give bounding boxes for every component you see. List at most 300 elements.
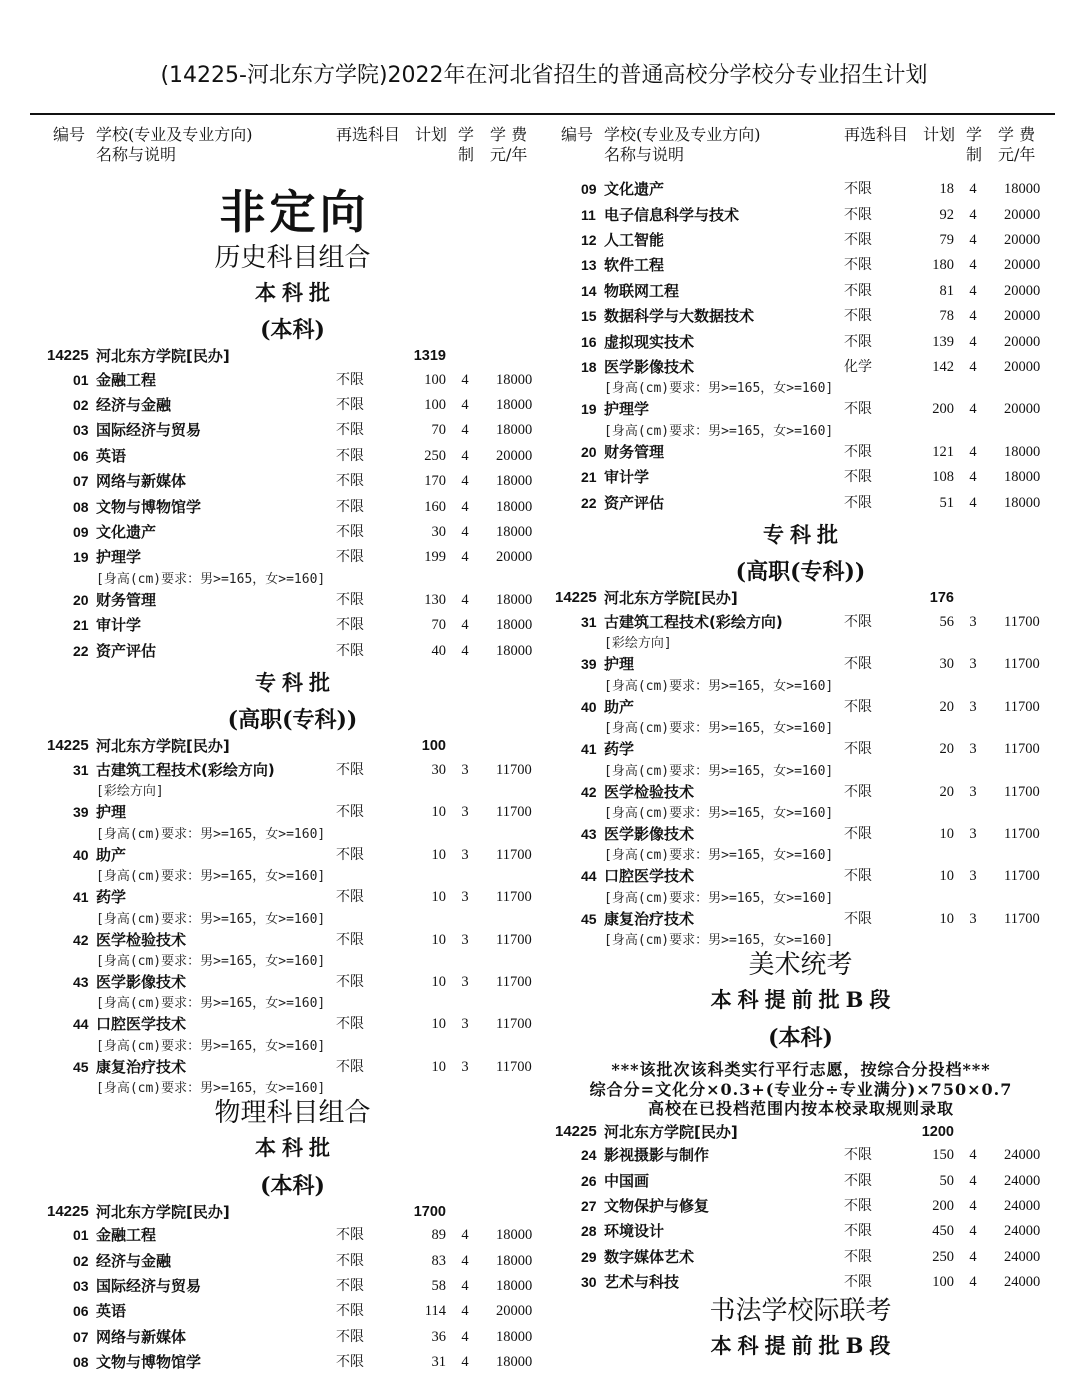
major-years: 4 (969, 1147, 977, 1164)
major-subject: 不限 (336, 1303, 364, 1320)
school-row (45, 1201, 540, 1224)
major-code: 11 (581, 206, 596, 223)
major-fee: 18000 (1004, 469, 1041, 486)
major-fee: 18000 (1004, 443, 1041, 460)
major-fee: 18000 (496, 473, 533, 490)
major-row (553, 1245, 1048, 1270)
major-years: 4 (461, 447, 469, 464)
major-years: 4 (461, 1252, 469, 1269)
major-fee: 18000 (496, 1328, 533, 1345)
major-subject: 不限 (336, 804, 364, 821)
major-name: 数据科学与大数据技术 (604, 307, 755, 326)
major-name: 药学 (604, 740, 635, 759)
major-name: 审计学 (604, 468, 650, 487)
major-plan: 10 (939, 826, 954, 843)
header-years-top: 学 (458, 125, 475, 144)
major-row (553, 780, 1048, 805)
major-code: 41 (581, 741, 597, 758)
major-years: 3 (969, 614, 977, 631)
category-heading: 非定向 (219, 184, 370, 239)
major-subject: 不限 (844, 1274, 872, 1291)
major-plan: 10 (939, 910, 954, 927)
major-fee: 24000 (1004, 1248, 1041, 1265)
level-heading: (本科) (260, 317, 325, 343)
major-plan: 70 (431, 422, 446, 439)
major-note: [身高(cm)要求：男>=165，女>=160] (604, 381, 834, 397)
major-fee: 20000 (496, 1303, 533, 1320)
major-years: 3 (969, 741, 977, 758)
major-name: 经济与金融 (96, 1251, 172, 1270)
major-name: 数字媒体艺术 (604, 1247, 695, 1266)
major-subject: 不限 (844, 910, 872, 927)
major-code: 39 (581, 656, 597, 673)
major-subject: 不限 (336, 889, 364, 906)
major-subject: 不限 (336, 617, 364, 634)
major-code: 21 (581, 469, 597, 486)
major-subject: 不限 (844, 1197, 872, 1214)
major-row (45, 928, 540, 953)
major-years: 4 (969, 1248, 977, 1265)
major-code: 06 (73, 447, 89, 464)
header-fee: 学 费 (998, 125, 1036, 144)
major-subject: 不限 (844, 868, 872, 885)
major-fee: 11700 (1004, 826, 1040, 843)
major-code: 02 (73, 1252, 89, 1269)
major-note: [身高(cm)要求：男>=165，女>=160] (604, 721, 834, 737)
major-code: 22 (73, 642, 89, 659)
major-fee: 11700 (496, 889, 532, 906)
major-row (553, 1143, 1048, 1168)
major-plan: 108 (932, 469, 954, 486)
major-years: 4 (461, 1303, 469, 1320)
major-code: 01 (73, 1227, 89, 1244)
major-years: 3 (969, 698, 977, 715)
notice-line: 综合分=文化分×0.3+(专业分÷专业满分)×750×0.7 (589, 1079, 1013, 1099)
school-plan: 1200 (921, 1123, 954, 1140)
major-years: 4 (461, 371, 469, 388)
major-fee: 11700 (1004, 614, 1040, 631)
major-plan: 250 (424, 447, 446, 464)
major-row (553, 1194, 1048, 1219)
major-years: 4 (969, 232, 977, 249)
major-row (45, 843, 540, 868)
major-fee: 18000 (496, 1227, 533, 1244)
major-row (45, 639, 540, 664)
major-plan: 50 (939, 1172, 954, 1189)
major-row (45, 758, 540, 783)
major-code: 28 (581, 1223, 597, 1240)
major-code: 01 (73, 371, 89, 388)
major-name: 医学检验技术 (96, 930, 187, 949)
major-code: 19 (73, 549, 89, 566)
major-fee: 20000 (1004, 282, 1041, 299)
major-code: 40 (581, 698, 597, 715)
major-name: 环境设计 (604, 1222, 665, 1241)
school-code: 14225 (47, 347, 89, 364)
major-fee: 24000 (1004, 1172, 1041, 1189)
major-subject: 不限 (336, 931, 364, 948)
major-name: 助产 (604, 697, 635, 716)
major-row (45, 545, 540, 570)
major-plan: 70 (431, 617, 446, 634)
major-code: 30 (581, 1274, 597, 1291)
major-fee: 24000 (1004, 1197, 1041, 1214)
major-subject: 不限 (336, 396, 364, 413)
major-name: 护理 (604, 655, 635, 674)
major-fee: 20000 (1004, 206, 1041, 223)
major-fee: 11700 (496, 973, 532, 990)
major-note: [身高(cm)要求：男>=165，女>=160] (96, 826, 326, 842)
major-code: 45 (73, 1058, 89, 1075)
subject-group-heading: 书法学校际联考 (709, 1296, 892, 1327)
major-code: 08 (73, 1354, 89, 1371)
school-row (553, 587, 1048, 610)
major-row (553, 491, 1048, 516)
notice-line: 高校在已投档范围内按本校录取规则录取 (647, 1099, 954, 1119)
major-plan: 78 (939, 308, 954, 325)
major-name: 康复治疗技术 (96, 1057, 187, 1076)
major-code: 41 (73, 889, 89, 906)
major-code: 15 (581, 308, 597, 325)
major-code: 31 (73, 761, 89, 778)
major-name: 资产评估 (604, 493, 665, 512)
header-name-description: 名称与说明 (96, 145, 177, 164)
major-subject: 不限 (844, 826, 872, 843)
header-plan: 计划 (923, 125, 956, 144)
major-plan: 450 (932, 1223, 954, 1240)
major-subject: 不限 (336, 473, 364, 490)
column-header-right (553, 125, 1048, 167)
major-years: 3 (969, 783, 977, 800)
major-name: 医学影像技术 (604, 358, 695, 377)
batch-heading: 本科批 (255, 1135, 336, 1161)
major-plan: 10 (431, 931, 446, 948)
major-code: 12 (581, 232, 597, 249)
major-plan: 10 (431, 1016, 446, 1033)
major-fee: 11700 (496, 804, 532, 821)
major-subject: 不限 (844, 401, 872, 418)
major-fee: 24000 (1004, 1223, 1041, 1240)
major-name: 药学 (96, 888, 127, 907)
major-row (553, 397, 1048, 422)
school-row (45, 345, 540, 368)
batch-heading: 专科批 (255, 669, 336, 695)
major-fee: 20000 (496, 549, 533, 566)
major-plan: 81 (939, 282, 954, 299)
major-years: 4 (969, 443, 977, 460)
major-row (553, 907, 1048, 932)
major-code: 09 (73, 523, 89, 540)
major-row (553, 203, 1048, 228)
major-subject: 不限 (336, 1058, 364, 1075)
major-row (45, 1274, 540, 1299)
major-subject: 不限 (844, 741, 872, 758)
major-years: 4 (969, 206, 977, 223)
major-subject: 不限 (336, 1016, 364, 1033)
major-code: 31 (581, 614, 597, 631)
major-code: 18 (581, 359, 597, 376)
major-subject: 不限 (844, 614, 872, 631)
major-fee: 20000 (496, 447, 533, 464)
major-years: 4 (969, 1197, 977, 1214)
major-name: 财务管理 (96, 590, 157, 609)
major-subject: 不限 (844, 698, 872, 715)
major-plan: 18 (939, 181, 954, 198)
major-name: 影视摄影与制作 (604, 1146, 710, 1165)
major-fee: 11700 (496, 931, 532, 948)
major-fee: 11700 (1004, 868, 1040, 885)
major-note: [身高(cm)要求：男>=165，女>=160] (604, 678, 834, 694)
major-row (45, 393, 540, 418)
major-code: 14 (581, 282, 597, 299)
major-subject: 不限 (336, 447, 364, 464)
major-subject: 不限 (844, 232, 872, 249)
subject-group-heading: 美术统考 (748, 950, 853, 981)
major-subject: 不限 (336, 761, 364, 778)
major-subject: 不限 (844, 1248, 872, 1265)
header-name-description: 名称与说明 (604, 145, 685, 164)
major-code: 20 (581, 443, 597, 460)
major-plan: 58 (431, 1277, 446, 1294)
major-note: [身高(cm)要求：男>=165，女>=160] (604, 848, 834, 864)
major-years: 3 (461, 846, 469, 863)
major-subject: 不限 (336, 422, 364, 439)
major-note: [彩绘方向] (96, 784, 164, 800)
header-plan: 计划 (415, 125, 448, 144)
major-note: [身高(cm)要求：男>=165，女>=160] (604, 933, 834, 949)
major-row (45, 418, 540, 443)
major-years: 4 (461, 1227, 469, 1244)
major-note: [身高(cm)要求：男>=165，女>=160] (604, 423, 834, 439)
batch-heading: 专科批 (763, 521, 844, 547)
major-name: 助产 (96, 845, 127, 864)
major-subject: 不限 (844, 206, 872, 223)
major-years: 3 (461, 804, 469, 821)
major-row (45, 520, 540, 545)
major-name: 人工智能 (604, 231, 665, 250)
major-note: [身高(cm)要求：男>=165，女>=160] (96, 996, 326, 1012)
major-fee: 11700 (1004, 656, 1040, 673)
major-row (553, 1169, 1048, 1194)
major-years: 4 (969, 401, 977, 418)
major-row (45, 1223, 540, 1248)
major-years: 4 (461, 422, 469, 439)
major-code: 09 (581, 181, 597, 198)
major-plan: 100 (932, 1274, 954, 1291)
major-name: 艺术与科技 (604, 1273, 680, 1292)
major-name: 护理 (96, 803, 127, 822)
batch-heading: 本科提前批B段 (710, 1333, 897, 1359)
major-plan: 200 (932, 401, 954, 418)
major-fee: 18000 (496, 1252, 533, 1269)
major-subject: 不限 (336, 1277, 364, 1294)
major-subject: 不限 (336, 846, 364, 863)
major-plan: 36 (431, 1328, 446, 1345)
major-subject: 不限 (336, 973, 364, 990)
major-fee: 18000 (496, 498, 533, 515)
major-name: 护理学 (96, 548, 142, 567)
column-header-left (45, 125, 540, 167)
major-code: 13 (581, 257, 597, 274)
major-name: 网络与新媒体 (96, 472, 187, 491)
major-code: 20 (73, 591, 89, 608)
major-code: 07 (73, 1328, 89, 1345)
major-years: 3 (461, 1058, 469, 1075)
major-name: 英语 (96, 446, 127, 465)
major-row (45, 1350, 540, 1375)
major-code: 22 (581, 494, 597, 511)
major-code: 27 (581, 1197, 597, 1214)
major-years: 4 (461, 1328, 469, 1345)
major-plan: 10 (431, 973, 446, 990)
major-name: 物联网工程 (604, 281, 680, 300)
major-name: 护理学 (604, 400, 650, 419)
major-fee: 18000 (496, 1354, 533, 1371)
major-years: 4 (969, 282, 977, 299)
major-subject: 不限 (844, 443, 872, 460)
major-plan: 250 (932, 1248, 954, 1265)
major-years: 4 (461, 1277, 469, 1294)
major-row (553, 822, 1048, 847)
major-code: 44 (581, 868, 597, 885)
major-code: 03 (73, 422, 89, 439)
major-fee: 11700 (1004, 741, 1040, 758)
major-plan: 92 (939, 206, 954, 223)
major-name: 软件工程 (604, 256, 665, 275)
major-code: 29 (581, 1248, 597, 1265)
header-code: 编号 (561, 125, 594, 144)
major-row (553, 1270, 1048, 1295)
title-rule (30, 113, 1055, 115)
major-name: 文化遗产 (604, 180, 665, 199)
major-code: 24 (581, 1147, 597, 1164)
major-code: 44 (73, 1016, 89, 1033)
major-plan: 160 (424, 498, 446, 515)
major-row (553, 610, 1048, 635)
major-name: 审计学 (96, 616, 142, 635)
major-subject: 不限 (336, 642, 364, 659)
major-years: 4 (969, 1172, 977, 1189)
major-years: 3 (969, 868, 977, 885)
major-subject: 不限 (336, 591, 364, 608)
major-subject: 化学 (844, 359, 872, 376)
level-heading: (本科) (260, 1172, 325, 1199)
major-years: 3 (461, 973, 469, 990)
major-subject: 不限 (336, 371, 364, 388)
major-note: [身高(cm)要求：男>=165，女>=160] (96, 1081, 326, 1097)
major-code: 21 (73, 617, 89, 634)
major-name: 英语 (96, 1302, 127, 1321)
major-row (45, 368, 540, 393)
subject-group-heading: 物理科目组合 (214, 1098, 371, 1129)
major-fee: 20000 (1004, 308, 1041, 325)
school-name: 河北东方学院[民办] (604, 1122, 738, 1141)
subject-group-heading: 历史科目组合 (214, 242, 371, 273)
major-plan: 114 (424, 1303, 446, 1320)
major-plan: 30 (431, 523, 446, 540)
header-fee: 学 费 (490, 125, 528, 144)
major-fee: 20000 (1004, 232, 1041, 249)
major-plan: 121 (932, 443, 954, 460)
header-name: 学校(专业及专业方向) (604, 125, 761, 144)
major-row (553, 695, 1048, 720)
major-row (553, 279, 1048, 304)
major-plan: 200 (932, 1197, 954, 1214)
major-subject: 不限 (844, 333, 872, 350)
header-fee-unit: 元/年 (998, 145, 1036, 164)
major-note: [身高(cm)要求：男>=165，女>=160] (604, 890, 834, 906)
major-name: 国际经济与贸易 (96, 1276, 202, 1295)
major-subject: 不限 (336, 1227, 364, 1244)
major-note: [彩绘方向] (604, 636, 672, 652)
major-fee: 18000 (496, 591, 533, 608)
major-row (553, 864, 1048, 889)
major-fee: 20000 (1004, 401, 1041, 418)
major-name: 金融工程 (96, 1226, 157, 1245)
major-name: 经济与金融 (96, 395, 172, 414)
major-name: 网络与新媒体 (96, 1327, 187, 1346)
major-row (45, 444, 540, 469)
major-plan: 10 (939, 868, 954, 885)
header-name: 学校(专业及专业方向) (96, 125, 253, 144)
major-plan: 10 (431, 846, 446, 863)
major-row (45, 1299, 540, 1324)
major-subject: 不限 (844, 469, 872, 486)
major-code: 42 (581, 783, 597, 800)
major-plan: 30 (431, 761, 446, 778)
major-subject: 不限 (844, 783, 872, 800)
major-years: 4 (461, 498, 469, 515)
major-note: [身高(cm)要求：男>=165，女>=160] (96, 911, 326, 927)
major-years: 4 (461, 523, 469, 540)
major-subject: 不限 (336, 1328, 364, 1345)
major-years: 4 (461, 473, 469, 490)
major-row (45, 588, 540, 613)
major-code: 08 (73, 498, 89, 515)
major-years: 3 (969, 826, 977, 843)
major-row (45, 1249, 540, 1274)
left-column (45, 183, 540, 1376)
major-name: 电子信息科学与技术 (604, 205, 740, 224)
major-plan: 139 (932, 333, 954, 350)
major-years: 3 (461, 1016, 469, 1033)
major-name: 口腔医学技术 (96, 1015, 187, 1034)
major-plan: 10 (431, 1058, 446, 1075)
major-fee: 18000 (496, 396, 533, 413)
school-plan: 100 (421, 738, 446, 755)
major-plan: 130 (424, 591, 446, 608)
school-plan: 1700 (413, 1203, 446, 1220)
major-years: 3 (969, 656, 977, 673)
major-code: 42 (73, 931, 89, 948)
major-code: 43 (73, 973, 89, 990)
major-code: 07 (73, 473, 89, 490)
school-code: 14225 (47, 737, 89, 755)
major-name: 康复治疗技术 (604, 909, 695, 928)
major-years: 4 (969, 333, 977, 350)
major-fee: 11700 (1004, 910, 1040, 927)
major-plan: 199 (424, 549, 446, 566)
school-plan: 1319 (413, 348, 446, 364)
major-row (553, 228, 1048, 253)
major-fee: 11700 (496, 846, 532, 863)
major-years: 4 (969, 469, 977, 486)
major-code: 43 (581, 826, 597, 843)
major-years: 4 (461, 591, 469, 608)
major-years: 3 (969, 910, 977, 927)
school-code: 14225 (555, 1122, 597, 1140)
major-years: 3 (461, 889, 469, 906)
